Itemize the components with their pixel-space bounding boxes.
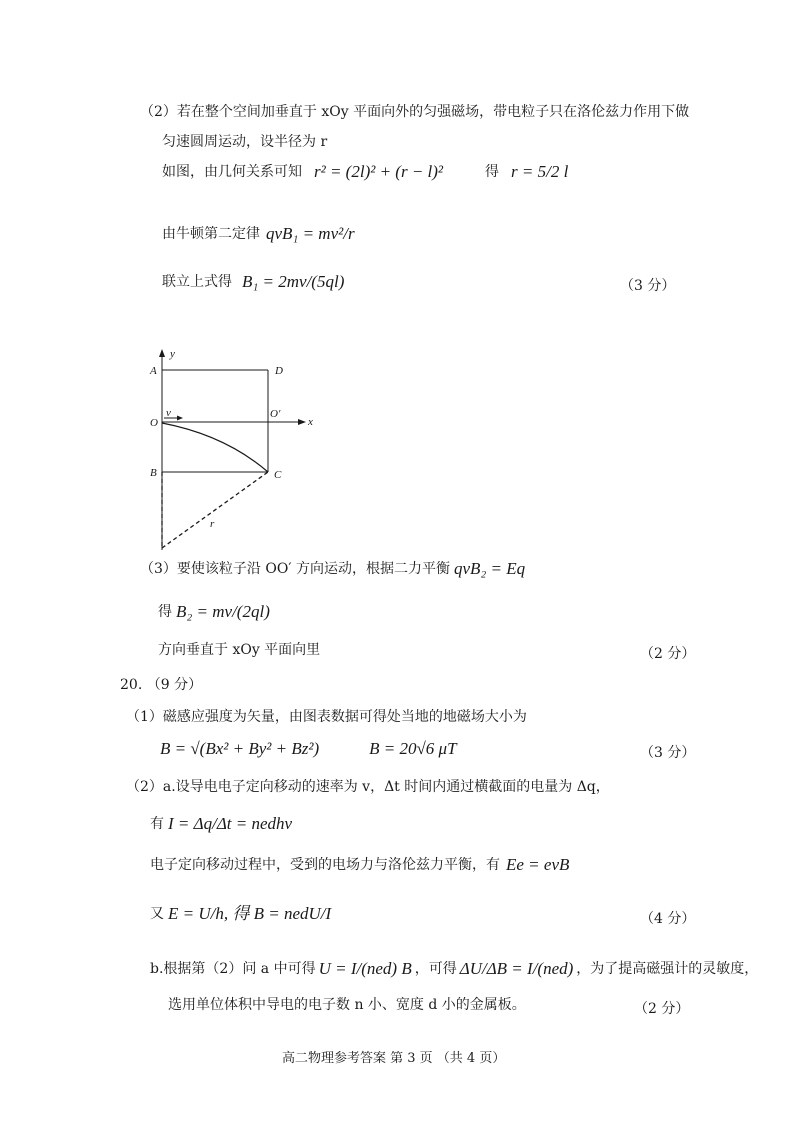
q20-p1-text: （1）磁感应强度为矢量，由图表数据可得处当地的地磁场大小为 — [126, 709, 527, 725]
current-equation: I = Δq/Δt = nedhv — [168, 814, 293, 833]
part2-label: （2） — [140, 104, 177, 120]
q20-p1-score: （3 分） — [640, 745, 696, 761]
page-footer: 高二物理参考答案 第 3 页 （共 4 页） — [282, 1051, 506, 1066]
trajectory-arc — [162, 423, 268, 472]
geometry-relation — [162, 163, 568, 180]
part3-result-equation: B₂ = mv/(2ql) — [176, 602, 270, 621]
part2-line1 — [140, 105, 689, 119]
part3-result — [158, 603, 270, 620]
part3-line1 — [140, 560, 525, 577]
point-C-label: C — [274, 469, 282, 481]
velocity-label: v — [166, 407, 171, 419]
q20-p2a-eq-prefix: 有 — [150, 815, 164, 832]
q20-p1-equations — [160, 740, 457, 757]
voltage-equation: U = I/(ned) B — [318, 959, 412, 978]
q20-p2b-score: （2 分） — [634, 1001, 690, 1017]
geometry-result: r = 5/2 l — [511, 162, 569, 181]
field-magnitude-formula: B = √(Bx² + By² + Bz²) — [160, 739, 320, 758]
newton-equation: qvB₁ = mv²/r — [266, 224, 355, 243]
part3-label: （3） — [140, 560, 177, 577]
field-result-equation: E = U/h, 得 B = nedU/I — [168, 904, 332, 923]
q20-p2a-balance — [150, 856, 569, 873]
part3-score: （2 分） — [640, 646, 696, 662]
part3-direction: 方向垂直于 xOy 平面向里 — [158, 642, 321, 658]
point-D-label: D — [275, 365, 283, 377]
combine-text: 联立上式得 — [162, 273, 232, 290]
field-magnitude-result: B = 20√6 μT — [369, 739, 457, 758]
combine-equation: B₁ = 2mv/(5ql) — [242, 272, 345, 291]
point-A-label: A — [150, 365, 157, 377]
sensitivity-equation: ΔU/ΔB = I/(ned) — [459, 959, 574, 978]
part3-text: 要使该粒子沿 OO′ 方向运动，根据二力平衡 — [176, 560, 450, 577]
q20-p2b-line1 — [150, 960, 758, 977]
q20-header: 20. （9 分） — [120, 677, 203, 693]
q20-p2a-current — [150, 815, 292, 832]
q20-p2a-final — [150, 905, 331, 922]
combine-result — [162, 273, 344, 290]
q20-p2b-text2: ，可得 — [414, 960, 457, 977]
radius-line — [162, 472, 268, 548]
q20-p2a-text: （2）a.设导电电子定向移动的速率为 v，Δt 时间内通过横截面的电量为 Δq， — [126, 779, 610, 795]
geometry-text: 如图，由几何关系可知 — [162, 163, 302, 180]
q20-p2b-text3: ，为了提高磁强计的灵敏度， — [576, 960, 759, 977]
balance-equation: qvB₂ = Eq — [453, 559, 526, 578]
geometry-figure — [140, 345, 320, 555]
part3-result-prefix: 得 — [158, 603, 172, 620]
q20-p2a-balance-text: 电子定向移动过程中，受到的电场力与洛伦兹力平衡，有 — [150, 856, 500, 873]
part2-line2: 匀速圆周运动，设半径为 r — [162, 134, 328, 150]
point-O-label: O — [150, 417, 158, 429]
y-axis-arrow — [159, 349, 165, 357]
force-balance-equation: Ee = evB — [506, 855, 570, 874]
geometry-equation: r² = (2l)² + (r − l)² — [314, 162, 444, 181]
radius-label: r — [210, 518, 215, 530]
q20-p2a-score: （4 分） — [640, 911, 696, 927]
part2-score: （3 分） — [620, 278, 676, 294]
y-axis-label: y — [170, 348, 175, 360]
q20-p2b-line2: 选用单位体积中导电的电子数 n 小、宽度 d 小的金属板。 — [168, 997, 526, 1013]
x-axis-arrow — [298, 419, 306, 425]
q20-p2a-final-prefix: 又 — [150, 905, 164, 922]
geometry-result-prefix: 得 — [485, 163, 500, 180]
x-axis-label: x — [308, 416, 313, 428]
newton-text: 由牛顿第二定律 — [162, 225, 260, 242]
q20-p2b-text1: b.根据第（2）问 a 中可得 — [150, 960, 316, 977]
newton-law — [162, 225, 355, 242]
point-O-prime-label: O′ — [270, 408, 281, 420]
velocity-arrow-head — [177, 416, 183, 421]
point-B-label: B — [150, 467, 157, 479]
part2-line1-text: 若在整个空间加垂直于 xOy 平面向外的匀强磁场，带电粒子只在洛伦兹力作用下做 — [176, 104, 690, 120]
